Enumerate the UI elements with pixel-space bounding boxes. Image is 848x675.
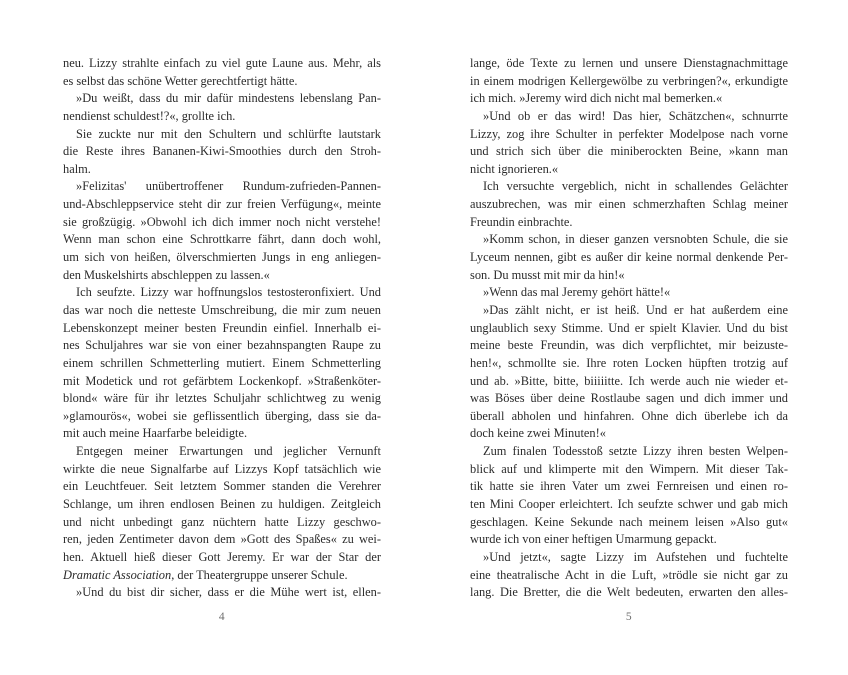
text-line: und-Abschleppservice steht dir zur freien Verfügung«, meinte — [63, 197, 381, 212]
text-line: unglaublich sexy Stimme. Und er spielt Klavier. Und du bist — [470, 320, 788, 335]
text-line: Ich seufzte. Lizzy war hoffnungslos testosteronfixiert. Und — [76, 285, 381, 300]
text-line: in einem modrigen Kellergewölbe zu verbringen?«, erkundigte — [470, 73, 788, 88]
text-line: wirkte die neue Signalfarbe auf Lizzys Kopf tatsächlich wie — [63, 461, 381, 476]
text-line: »glamourös«, wobei sie geflissentlich überging, dass sie da- — [63, 408, 381, 423]
text-line: tik hatte sie ihren Vater um zwei Fernreisen und einen ro- — [470, 479, 788, 494]
text-line: hen. Aktuell hieß dieser Gott Jeremy. Er war der Star der — [63, 549, 381, 564]
page-left-text-column — [63, 55, 381, 602]
text-line: die Reste ihres Bananen-Kiwi-Smoothies durch den Stroh- — [63, 144, 381, 159]
text-line: »Das zählt nicht, er ist heiß. Und er hat außerdem eine — [483, 302, 788, 317]
page-number-right: 5 — [625, 611, 633, 623]
text-line: auszubrechen, was mir einen schmerzhaften Schlag meiner — [470, 197, 788, 212]
text-line: Lyceum nennen, gibt es außer dir keine normal denkende Per- — [470, 250, 788, 265]
text-line: Ich versuchte vergeblich, nicht in schallendes Gelächter — [483, 179, 788, 194]
text-line: den Muskelshirts abschleppen zu lassen.« — [63, 267, 270, 282]
page-right-text-column — [470, 55, 788, 602]
text-line: Sie zuckte nur mit den Schultern und schlürfte lautstark — [76, 126, 381, 141]
text-line: ein Leuchtfeuer. Seit letztem Sommer standen die Verehrer — [63, 479, 381, 494]
page-number-left: 4 — [218, 611, 226, 623]
text-line: ich mich. »Jeremy wird dich nicht mal bemerken.« — [470, 91, 723, 106]
text-line: Lizzy, zog ihre Schulter in perfekter Modelpose nach vorne — [470, 126, 788, 141]
text-line: und nicht unbedingt ganz nüchtern hatte Lizzy geschwo- — [63, 514, 381, 529]
text-line: einem schrillen Schmetterling mutiert. Einem Schmetterling — [63, 355, 381, 370]
text-line: überall abholen und hinfahren. Ohne dich überlebe ich da — [470, 408, 788, 423]
text-line: was Böses über deine Rostlaube sagen und dich immer und — [470, 391, 788, 406]
text-line: doch keine zwei Minuten!« — [470, 426, 606, 441]
text-line: wurde ich von einer heftigen Umarmung gepackt. — [470, 532, 717, 547]
text-line: blick auf und klimperte mit den Wimpern. Mit dieser Tak- — [470, 461, 788, 476]
text-line: Wenn man schon eine Schrottkarre fährt, dann doch wohl, — [63, 232, 381, 247]
text-line: Lebenskonzept meiner besten Freundin einfiel. Innerhalb ei- — [63, 320, 381, 335]
text-line: ten Mini Cooper erleichtert. Ich seufzte schwer und gab mich — [470, 497, 788, 512]
text-line: nes Schuljahres war sie von einer bezahnspangten Raupe zu — [63, 338, 381, 353]
text-line: Freundin einbrachte. — [470, 214, 573, 229]
text-line: geschlagen. Keine Sekunde nach meinem leisen »Also gut« — [470, 514, 788, 529]
text-line: Schlange, um ihren endlosen Beinen zu huldigen. Zeitgleich — [63, 497, 381, 512]
text-line: »Wenn das mal Jeremy gehört hätte!« — [483, 285, 671, 300]
text-line: lange, öde Texte zu lernen und unsere Dienstagnachmittage — [470, 56, 788, 70]
text-line: halm. — [63, 161, 91, 176]
text-line: son. Du musst mit mir da hin!« — [470, 267, 625, 282]
text-line: ren, jeden Zentimeter davon dem »Gott des Spaßes« zu wei- — [63, 532, 381, 547]
text-line: und strich sich über die miniberockten Beine, »kann man — [470, 144, 788, 159]
text-line: lang. Die Bretter, die die Welt bedeuten, erwarten den alles- — [470, 585, 788, 600]
text-line: »Und du bist dir sicher, dass er die Mühe wert ist, ellen- — [76, 585, 381, 600]
text-line: Dramatic Association, der Theatergruppe unserer Schule. — [63, 567, 348, 582]
text-line: meine beste Freundin, was dich verpflichtet, mir beizuste- — [470, 338, 788, 353]
text-line: »Du weißt, dass du mir dafür mindestens lebenslang Pan- — [76, 91, 381, 106]
text-line: mit Modetick und rot gefärbtem Lockenkopf. »Straßenköter- — [63, 373, 381, 388]
text-line: um sich von heißen, ölverschmierten Jungs in eng anliegen- — [63, 250, 381, 265]
text-line: neu. Lizzy strahlte einfach zu viel gute Laune aus. Mehr, als — [63, 56, 381, 70]
text-line: und ab. »Bitte, bitte, biiiiitte. Ich werde auch nie wieder et- — [470, 373, 788, 388]
text-line: das war noch die netteste Umschreibung, die mir zum neuen — [63, 302, 381, 317]
text-line: sie großzügig. »Obwohl ich dich immer noch nicht verstehe! — [63, 214, 381, 229]
text-line: mit auch meine Haarfarbe beleidigte. — [63, 426, 248, 441]
text-line: hen!«, schmollte sie. Ihre roten Locken hüpften trotzig auf — [470, 355, 788, 370]
text-line: es selbst das schöne Wetter gerechtfertigt hätte. — [63, 73, 298, 88]
text-line: Zum finalen Todesstoß setzte Lizzy ihren besten Welpen- — [483, 444, 788, 459]
text-line: nendienst schuldest!?«, grollte ich. — [63, 108, 236, 123]
text-line: »Felizitas' unübertroffener Rundum-zufrieden-Pannen- — [76, 179, 381, 194]
text-line: blond« wäre für ihr letztes Schuljahr schlichtweg zu wenig — [63, 391, 381, 406]
text-line: eine theatralische Acht in die Luft, »trödle sie nicht gar zu — [470, 567, 788, 582]
text-line: »Und ob er das wird! Das hier, Schätzchen«, schnurrte — [483, 108, 788, 123]
text-line: »Komm schon, in dieser ganzen versnobten Schule, die sie — [483, 232, 788, 247]
text-line: Entgegen meiner Erwartungen und jeglicher Vernunft — [76, 444, 381, 459]
text-line: »Und jetzt«, sagte Lizzy im Aufstehen und fuchtelte — [483, 549, 788, 564]
text-line: nicht ignorieren.« — [470, 161, 559, 176]
